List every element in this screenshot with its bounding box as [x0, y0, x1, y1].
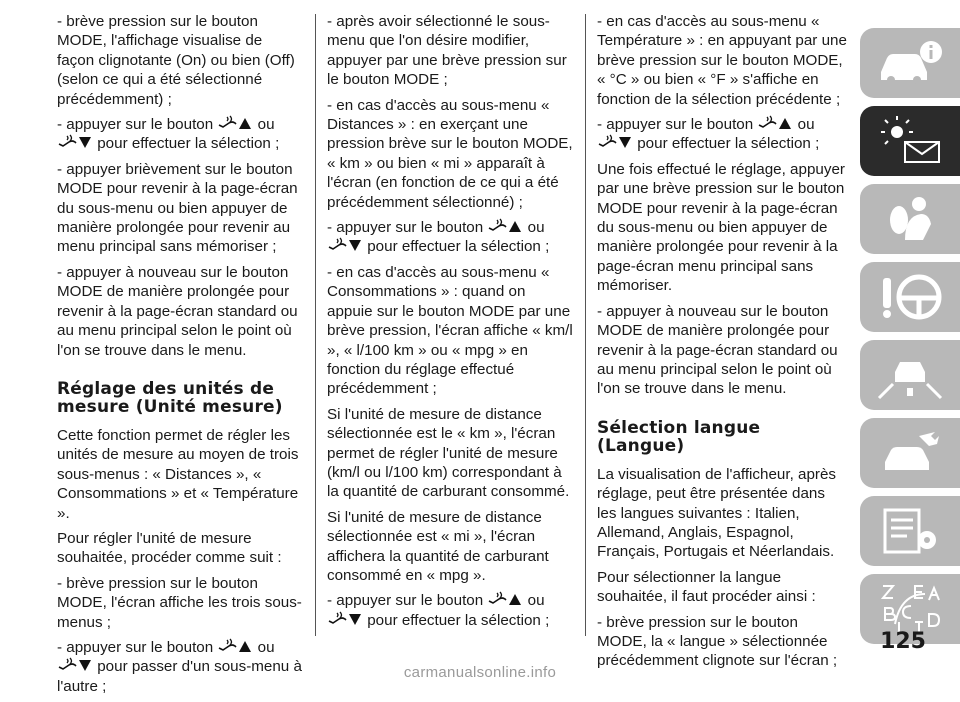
column-1	[57, 12, 302, 702]
button-up-icon	[487, 218, 523, 234]
column-divider	[585, 14, 586, 636]
paragraph: Une fois effectué le réglage, appuyer par une brève pression sur le bouton MODE pour revenir à la page-écran du sous-menu ou bien appuyer de manière prolongée pour revenir à la page-écran menu principal sans mémoriser.	[597, 160, 845, 295]
warning-lights-icon	[875, 116, 945, 166]
button-down-icon	[57, 134, 93, 150]
paragraph-button-instruction: - appuyer sur le bouton ou pour effectuer la sélection ;	[327, 219, 550, 256]
paragraph: - brève pression sur le bouton MODE, l'affichage visualise de façon clignotante (On) ou bien (Off) (selon ce qui a été sélectionné précédemment) ;	[57, 13, 295, 108]
paragraph: - appuyer à nouveau sur le bouton MODE de manière prolongée pour revenir à la page-écran standard ou au menu principal selon le point où l'on se trouve dans le menu.	[57, 263, 298, 359]
column-3	[597, 12, 847, 677]
paragraph: Si l'unité de mesure de distance sélectionnée est le « km », l'écran permet de régler l'unité de mesure (km/l ou l/100 km) correspondant à la quantité de carburant consommé.	[327, 405, 570, 501]
car-road-icon	[875, 350, 945, 400]
button-up-icon	[217, 638, 253, 654]
checklist-gear-icon	[875, 506, 945, 556]
tab-technical-data[interactable]	[860, 496, 960, 566]
button-up-icon	[487, 591, 523, 607]
alphabet-index-icon	[875, 584, 945, 634]
tab-emergency[interactable]	[860, 340, 960, 410]
tab-maintenance[interactable]	[860, 418, 960, 488]
button-down-icon	[597, 134, 633, 150]
paragraph: Cette fonction permet de régler les unités de mesure au moyen de trois sous-menus : « Distances », « Consommations » et « Température ».	[57, 426, 299, 522]
paragraph-button-instruction: - appuyer sur le bouton ou pour effectuer la sélection ;	[327, 592, 550, 629]
paragraph: - appuyer brièvement sur le bouton MODE pour revenir à la page-écran du sous-menu ou bien appuyer de manière prolongée pour revenir au menu principal sans mémoriser ;	[57, 160, 298, 256]
section-heading-language: Sélection langue (Langue)	[597, 417, 761, 456]
steering-wheel-icon	[875, 272, 945, 322]
tab-warning-lights[interactable]	[860, 106, 960, 176]
watermark-text: carmanualsonline.info	[403, 664, 557, 681]
airbag-person-icon	[875, 194, 945, 244]
paragraph: - en cas d'accès au sous-menu « Température » : en appuyant par une brève pression sur le bouton MODE, « °C » ou bien « °F » s'affiche en fonction de la sélection précédente ;	[597, 13, 847, 108]
paragraph: - appuyer à nouveau sur le bouton MODE de manière prolongée pour revenir à la page-écran standard ou au menu principal selon le point où l'on se trouve dans le menu.	[597, 302, 838, 398]
paragraph: - brève pression sur le bouton MODE, l'écran affiche les trois sous-menus ;	[57, 574, 302, 631]
page-number: 125	[880, 629, 926, 654]
button-up-icon	[757, 115, 793, 131]
paragraph: La visualisation de l'afficheur, après réglage, peut être présentée dans les langues suivantes : Italien, Allemand, Anglais, Espagnol, Français, Portugais et Néerlandais.	[597, 465, 837, 561]
paragraph: - brève pression sur le bouton MODE, la « langue » sélectionnée précédemment clignote sur l'écran ;	[597, 613, 838, 670]
tab-safety[interactable]	[860, 184, 960, 254]
paragraph-button-instruction: - appuyer sur le bouton ou pour passer d'un sous-menu à l'autre ;	[57, 638, 302, 695]
section-heading-units: Réglage des unités de mesure (Unité mesure)	[57, 378, 283, 417]
car-info-icon	[875, 38, 945, 88]
button-down-icon	[327, 611, 363, 627]
column-2	[327, 12, 575, 636]
column-divider	[315, 14, 316, 636]
paragraph-button-instruction: - appuyer sur le bouton ou pour effectuer la sélection ;	[57, 116, 280, 153]
tab-car-info[interactable]	[860, 28, 960, 98]
paragraph: - après avoir sélectionné le sous-menu que l'on désire modifier, appuyer par une brève pression sur le bouton MODE ;	[327, 13, 567, 89]
paragraph: Pour sélectionner la langue souhaitée, il faut procéder ainsi :	[597, 568, 816, 606]
paragraph: - en cas d'accès au sous-menu « Consommations » : quand on appuie sur le bouton MODE par une brève pression, l'écran affiche « km/l », « l/100 km » ou « mpg » en fonction du réglage effectué précédemment ;	[327, 263, 573, 398]
paragraph: - en cas d'accès au sous-menu « Distances » : en exerçant une pression brève sur le bouton MODE, « km » ou bien « mi » apparaît à l'écran (en fonction de ce qui a été précédemment sélectionné) ;	[327, 96, 573, 211]
chapter-tabs	[860, 28, 960, 652]
button-down-icon	[327, 237, 363, 253]
tab-starting-driving[interactable]	[860, 262, 960, 332]
car-wrench-icon	[875, 428, 945, 478]
button-up-icon	[217, 115, 253, 131]
paragraph: Pour régler l'unité de mesure souhaitée, procéder comme suit :	[57, 529, 282, 567]
paragraph: Si l'unité de mesure de distance sélectionnée est « mi », l'écran affichera la quantité de carburant consommé en « mpg ».	[327, 508, 549, 584]
paragraph-button-instruction: - appuyer sur le bouton ou pour effectuer la sélection ;	[597, 116, 820, 153]
